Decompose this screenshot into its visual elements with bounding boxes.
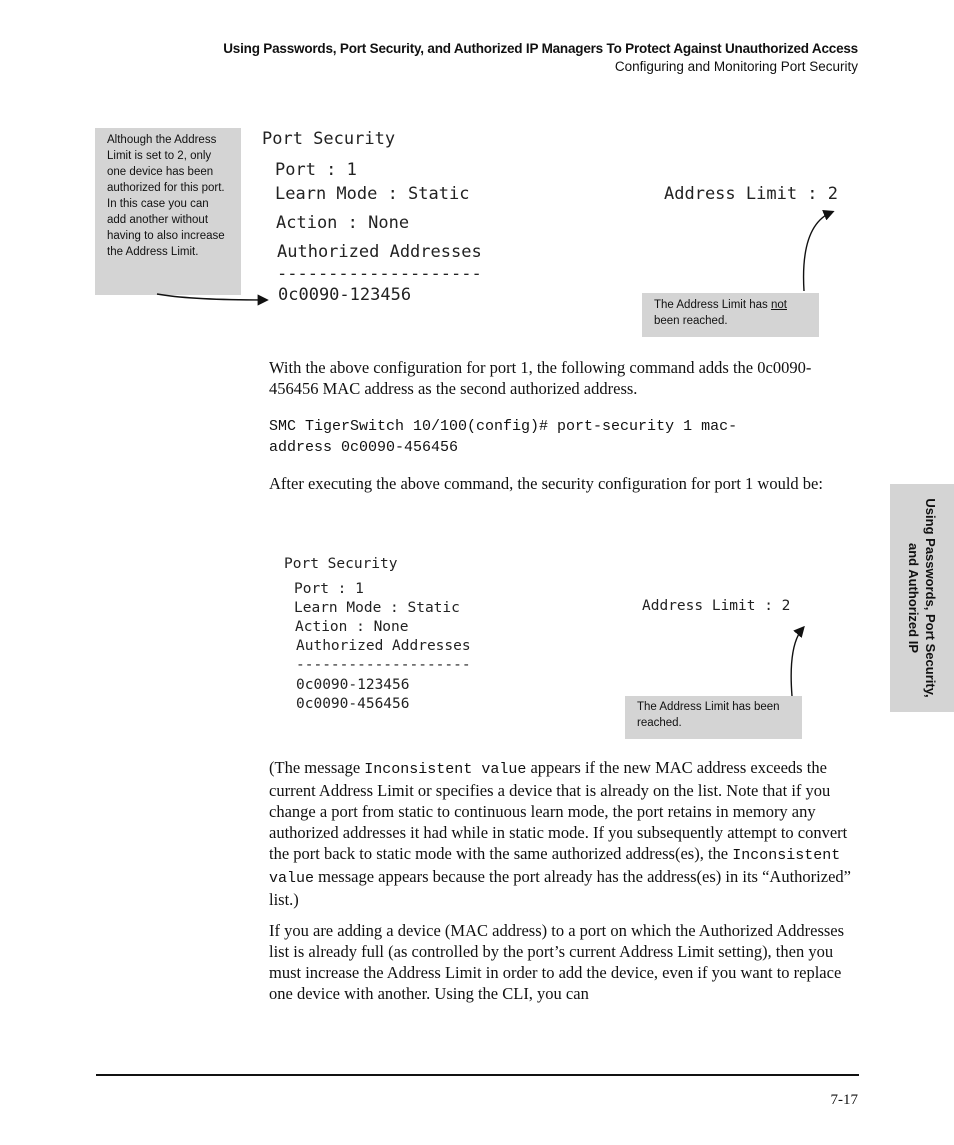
fig1-address-limit: Address Limit : 2 bbox=[664, 184, 838, 204]
para3-text-2: appears if the new MAC address exceeds the current Address Limit or specifies a device that is already on the list. Note that if you change a port from static to continuous learn mode, the port retains in memory any authorized addresses it had while in static mode. If you subsequently attempt to convert the port back to static mode with the same authorized address(es), the bbox=[269, 758, 848, 863]
fig2-address-2: 0c0090-456456 bbox=[296, 696, 410, 712]
para3-text-1: (The message bbox=[269, 758, 365, 777]
para3-text-3: message appears because the port already has the address(es) in its “Authorized” list.) bbox=[269, 867, 851, 909]
callout-limit-not-reached-emphasis: not bbox=[770, 299, 787, 311]
fig1-address-1: 0c0090-123456 bbox=[278, 285, 412, 305]
callout-limit-reached: The Address Limit has been reached. bbox=[625, 696, 802, 739]
side-chapter-tab bbox=[890, 484, 954, 712]
fig2-action: Action : None bbox=[295, 619, 409, 635]
fig2-learn-mode: Learn Mode : Static bbox=[294, 600, 460, 616]
fig2-title: Port Security bbox=[284, 556, 398, 572]
fig2-authorized-heading: Authorized Addresses bbox=[296, 638, 471, 654]
page-number: 7-17 bbox=[830, 1092, 858, 1108]
fig1-arrows bbox=[0, 0, 954, 400]
fig1-divider: -------------------- bbox=[277, 264, 482, 284]
fig1-port: Port : 1 bbox=[275, 160, 357, 180]
paragraph-inconsistent-value bbox=[269, 757, 859, 910]
fig2-address-1: 0c0090-123456 bbox=[296, 677, 410, 693]
chapter-title: Using Passwords, Port Security, and Authorized IP Managers To Protect Against Unauthorized Access bbox=[223, 41, 858, 56]
fig1-right-arrow bbox=[804, 212, 832, 291]
footer-rule bbox=[96, 1074, 859, 1076]
fig2-port: Port : 1 bbox=[294, 581, 364, 597]
section-title: Configuring and Monitoring Port Security bbox=[614, 59, 858, 74]
fig1-learn-mode: Learn Mode : Static bbox=[275, 184, 470, 204]
fig2-address-limit: Address Limit : 2 bbox=[642, 598, 791, 614]
para3-code-2: Inconsistent value bbox=[269, 847, 841, 887]
paragraph-add-address: With the above configuration for port 1, the following command adds the 0c0090-456456 MAC address as the second authorized address. bbox=[269, 358, 812, 398]
command-line-2: address 0c0090-456456 bbox=[269, 439, 459, 456]
command-line-1: SMC TigerSwitch 10/100(config)# port-security 1 mac- bbox=[269, 418, 738, 435]
fig2-divider: -------------------- bbox=[296, 657, 471, 673]
paragraph-increase-limit: If you are adding a device (MAC address) to a port on which the Authorized Addresses list is already full (as controlled by the port’s current Address Limit setting), then you must increase the Address Limit in order to add the device, even if you want to replace one device with another. Using the CLI, you can bbox=[269, 921, 845, 1003]
callout-address-limit-explanation: Although the Address Limit is set to 2, only one device has been authorized for this port. In this case you can add another without having to also increase the Address Limit. bbox=[95, 128, 241, 295]
fig2-arrow bbox=[0, 560, 954, 710]
fig1-authorized-heading: Authorized Addresses bbox=[277, 242, 482, 262]
fig1-left-arrow bbox=[157, 294, 266, 300]
callout-limit-not-reached-pre: The Address Limit has bbox=[654, 299, 771, 311]
callout-limit-not-reached-post: been reached. bbox=[654, 315, 728, 327]
fig1-title: Port Security bbox=[262, 129, 396, 149]
fig2-right-arrow bbox=[791, 628, 803, 696]
fig1-action: Action : None bbox=[276, 213, 410, 233]
side-chapter-tab-label: Using Passwords, Port Security, and Authorized IP bbox=[906, 498, 938, 698]
paragraph-after-command: After executing the above command, the security configuration for port 1 would be: bbox=[269, 474, 823, 493]
para3-code-1: Inconsistent value bbox=[364, 761, 527, 778]
